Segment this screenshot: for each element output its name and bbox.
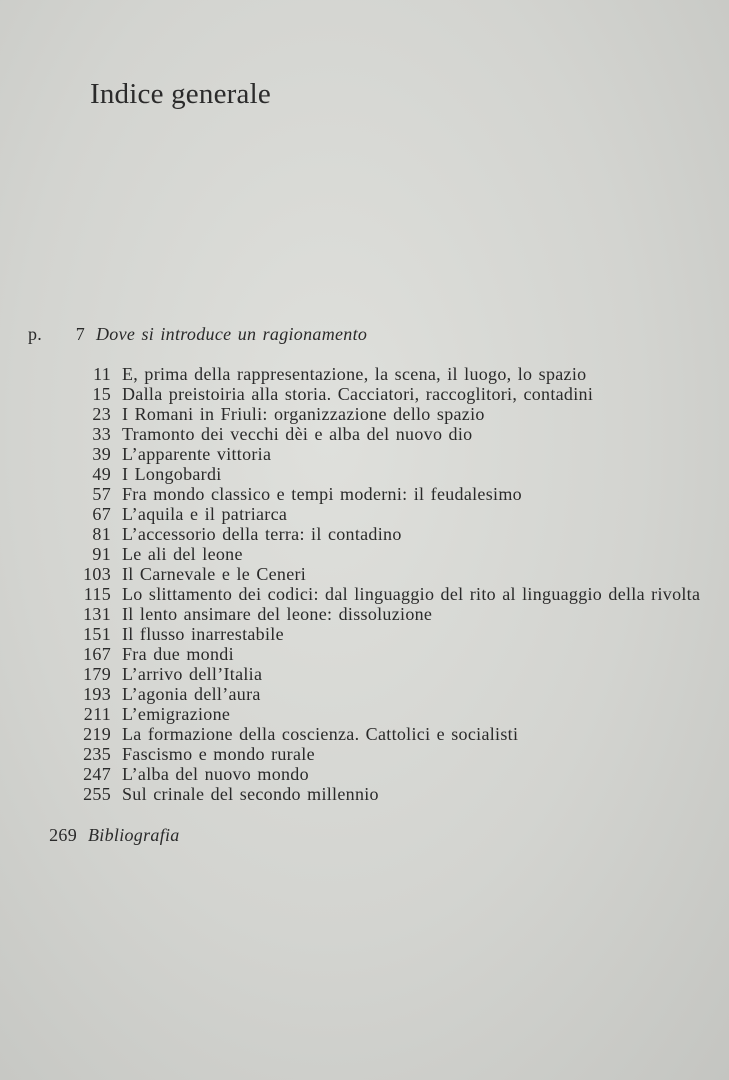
page-number: 193: [83, 684, 111, 704]
toc-entry[interactable]: [28, 564, 708, 584]
toc-entry[interactable]: [28, 524, 708, 544]
toc-entry-bibliography[interactable]: [28, 825, 708, 845]
toc-entry[interactable]: [28, 484, 708, 504]
page-number: 211: [83, 704, 111, 724]
toc-entry[interactable]: [28, 624, 708, 644]
toc-entry[interactable]: [28, 704, 708, 724]
page-number: 235: [83, 744, 111, 764]
toc-entry[interactable]: [28, 764, 708, 784]
chapter-title: Fra mondo classico e tempi moderni: il feudalesimo: [122, 484, 522, 504]
chapter-title: L’aquila e il patriarca: [122, 504, 288, 524]
toc-entry[interactable]: [28, 784, 708, 804]
chapter-title: Dove si introduce un ragionamento: [96, 324, 368, 344]
page-number: 57: [92, 484, 111, 504]
page-number: 255: [83, 784, 111, 804]
page-number: 81: [92, 524, 111, 544]
chapter-title: Bibliografia: [88, 825, 180, 845]
chapter-title: Il lento ansimare del leone: dissoluzione: [122, 604, 433, 624]
page-number: 7: [75, 324, 85, 344]
page-prefix: p.: [28, 324, 43, 344]
chapter-title: Il flusso inarrestabile: [122, 624, 284, 644]
toc-entry[interactable]: [28, 644, 708, 664]
toc-entry[interactable]: [28, 724, 708, 744]
toc-entry[interactable]: [28, 544, 708, 564]
toc-entry[interactable]: [28, 684, 708, 704]
page-number: 151: [83, 624, 111, 644]
chapter-title: Dalla preistoiria alla storia. Cacciatori, raccoglitori, contadini: [122, 384, 594, 404]
chapter-title: L’apparente vittoria: [122, 444, 272, 464]
toc-entry[interactable]: [28, 424, 708, 444]
chapter-title: Le ali del leone: [122, 544, 243, 564]
page-number: 67: [92, 504, 111, 524]
page-number: 131: [83, 604, 111, 624]
page-number: 167: [83, 644, 111, 664]
page-number: 115: [83, 584, 111, 604]
toc-entry[interactable]: [28, 364, 708, 384]
page-number: 247: [83, 764, 111, 784]
table-of-contents: [28, 324, 708, 845]
chapter-title: I Romani in Friuli: organizzazione dello spazio: [122, 404, 485, 424]
page-number: 15: [92, 384, 111, 404]
toc-entry[interactable]: [28, 664, 708, 684]
toc-entry[interactable]: [28, 504, 708, 524]
chapter-title: Sul crinale del secondo millennio: [122, 784, 379, 804]
chapter-title: L’arrivo dell’Italia: [122, 664, 263, 684]
page-number: 33: [92, 424, 111, 444]
chapter-title: E, prima della rappresentazione, la scena, il luogo, lo spazio: [122, 364, 587, 384]
toc-entry[interactable]: [28, 444, 708, 464]
chapter-title: Fascismo e mondo rurale: [122, 744, 315, 764]
page-number: 49: [92, 464, 111, 484]
toc-entry[interactable]: [28, 584, 708, 604]
chapter-list: [28, 364, 708, 804]
page-number: 11: [93, 364, 111, 384]
toc-entry[interactable]: [28, 404, 708, 424]
chapter-title: L’alba del nuovo mondo: [122, 764, 309, 784]
chapter-title: Il Carnevale e le Ceneri: [122, 564, 307, 584]
page-number: 103: [83, 564, 111, 584]
chapter-title: La formazione della coscienza. Cattolici e socialisti: [122, 724, 519, 744]
chapter-title: Tramonto dei vecchi dèi e alba del nuovo dio: [122, 424, 473, 444]
toc-entry[interactable]: [28, 604, 708, 624]
chapter-title: L’accessorio della terra: il contadino: [122, 524, 402, 544]
chapter-title: L’emigrazione: [122, 704, 231, 724]
page-number: 219: [83, 724, 111, 744]
chapter-title: L’agonia dell’aura: [122, 684, 261, 704]
chapter-title: Fra due mondi: [122, 644, 234, 664]
toc-entry[interactable]: [28, 744, 708, 764]
toc-entry[interactable]: [28, 464, 708, 484]
chapter-title: I Longobardi: [122, 464, 222, 484]
page-title: Indice generale: [90, 78, 271, 110]
page-number: 91: [92, 544, 111, 564]
page-number: 179: [83, 664, 111, 684]
toc-entry-intro[interactable]: [28, 324, 708, 344]
chapter-title: Lo slittamento dei codici: dal linguaggio del rito al linguaggio della rivolta: [122, 584, 701, 604]
page-number: 23: [92, 404, 111, 424]
page-number: 39: [92, 444, 111, 464]
toc-entry[interactable]: [28, 384, 708, 404]
page-number: 269: [49, 825, 77, 845]
